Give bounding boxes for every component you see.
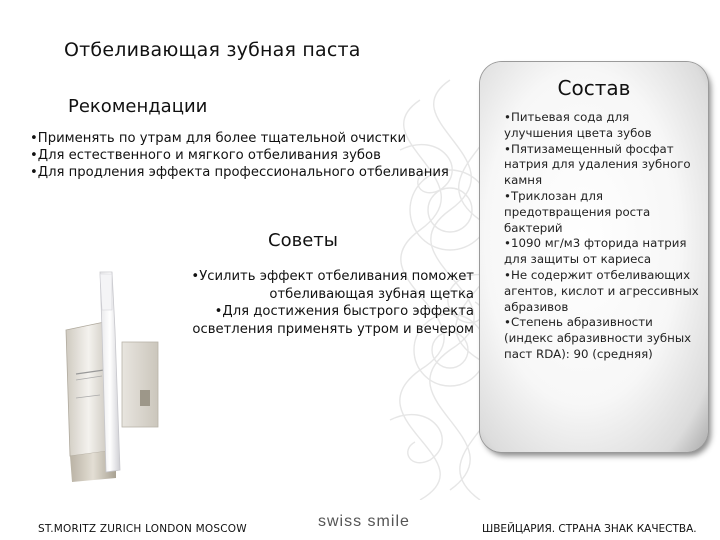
footer-cities: ST.MORITZ ZURICH LONDON MOSCOW [38, 523, 247, 535]
swiss-smile-logo [318, 513, 436, 535]
list-item: •1090 мг/м3 фторида натрия для защиты от кариеса [504, 236, 687, 267]
composition-heading: Состав [557, 76, 631, 100]
list-item: •Усилить эффект отбеливания поможет отбеливающая зубная щетка [191, 269, 474, 302]
list-item: •Для естественного и мягкого отбеливания зубов [30, 148, 381, 163]
list-item: •Питьевая сода для улучшения цвета зубов [504, 110, 652, 140]
list-item: •Не содержит отбеливающих агентов, кислот и агрессивных абразивов [504, 267, 699, 314]
list-item: •Пятизамещенный фосфат натрия для удаления зубного камня [504, 141, 691, 188]
list-item: •Степень абразивности (индекс абразивности зубных паст RDA): 90 (средняя) [504, 315, 692, 361]
list-item: •Для достижения быстрого эффекта осветления применять утром и вечером [192, 304, 474, 337]
list-item: •Триклозан для предотвращения роста бактерий [504, 188, 651, 235]
slide-title: Отбеливающая зубная паста [64, 39, 361, 61]
recommendations-list [30, 130, 470, 181]
recommendations-heading: Рекомендации [68, 96, 208, 117]
logo-text: swiss smile [318, 513, 410, 530]
tips-heading: Советы [268, 230, 338, 251]
toothpaste-product-image [60, 270, 210, 485]
composition-panel [480, 62, 708, 452]
composition-list [504, 110, 700, 363]
list-item: •Применять по утрам для более тщательной очистки [30, 131, 407, 146]
list-item: •Для продления эффекта профессионального отбеливания [30, 165, 449, 180]
footer-tagline: ШВЕЙЦАРИЯ. СТРАНА ЗНАК КАЧЕСТВА. [482, 523, 697, 535]
